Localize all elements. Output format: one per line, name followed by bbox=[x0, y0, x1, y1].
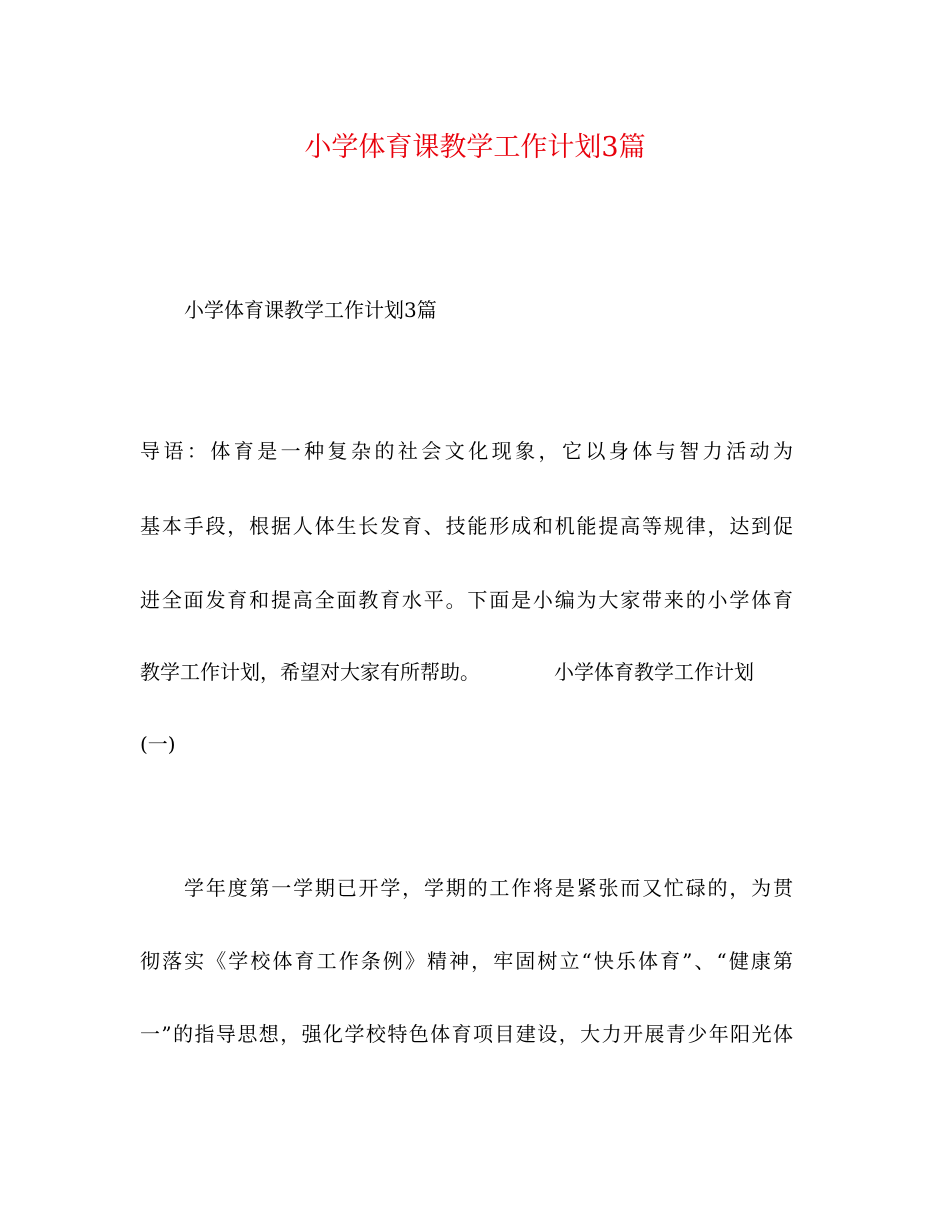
paragraph-line: 学年度第一学期已开学，学期的工作将是紧张而又忙碌的，为贯 bbox=[184, 876, 793, 900]
section-number: (一) bbox=[140, 732, 176, 756]
paragraph-line: 进全面发育和提高全面教育水平。下面是小编为大家带来的小学体育 bbox=[140, 588, 793, 612]
paragraph-line: 一”的指导思想，强化学校特色体育项目建设，大力开展青少年阳光体 bbox=[140, 1022, 793, 1046]
section-heading: 小学体育教学工作计划 bbox=[554, 660, 754, 684]
document-title: 小学体育课教学工作计划3篇 bbox=[304, 132, 646, 163]
paragraph-line: 导语：体育是一种复杂的社会文化现象，它以身体与智力活动为 bbox=[140, 439, 793, 463]
paragraph-line: 彻落实《学校体育工作条例》精神，牢固树立“快乐体育”、“健康第 bbox=[140, 949, 793, 973]
document-subtitle: 小学体育课教学工作计划3篇 bbox=[184, 298, 437, 322]
paragraph-line: 教学工作计划，希望对大家有所帮助。 bbox=[140, 660, 480, 684]
paragraph-line: 基本手段，根据人体生长发育、技能形成和机能提高等规律，达到促 bbox=[140, 514, 793, 538]
